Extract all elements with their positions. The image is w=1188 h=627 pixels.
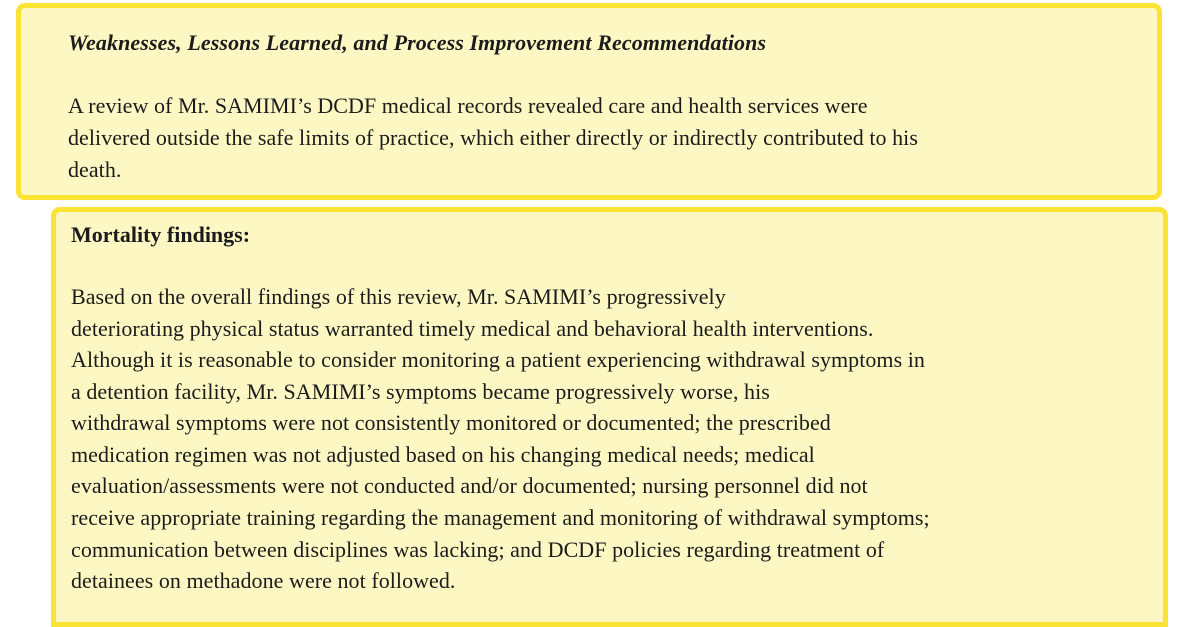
paragraph-line: medication regimen was not adjusted based on his changing medical needs; medical: [71, 442, 815, 467]
paragraph-line: evaluation/assessments were not conducted and/or documented; nursing personnel did not: [71, 473, 868, 498]
mortality-highlight-box: [51, 207, 1168, 627]
mortality-heading: Mortality findings:: [71, 222, 251, 247]
paragraph-line: receive appropriate training regarding the management and monitoring of withdrawal symptoms;: [71, 505, 930, 530]
weaknesses-heading: Weaknesses, Lessons Learned, and Process Improvement Recommendations: [68, 30, 767, 55]
paragraph-line: a detention facility, Mr. SAMIMI’s symptoms became progressively worse, his: [71, 379, 770, 404]
weaknesses-highlight-box: [16, 3, 1162, 200]
paragraph-line: Although it is reasonable to consider monitoring a patient experiencing withdrawal symptoms in: [71, 347, 925, 372]
paragraph-line: deteriorating physical status warranted timely medical and behavioral health interventions.: [71, 316, 874, 341]
paragraph-line: delivered outside the safe limits of practice, which either directly or indirectly contributed to his: [68, 125, 918, 150]
paragraph-line: A review of Mr. SAMIMI’s DCDF medical records revealed care and health services were: [68, 93, 868, 118]
paragraph-line: detainees on methadone were not followed.: [71, 568, 456, 593]
paragraph-line: communication between disciplines was lacking; and DCDF policies regarding treatment of: [71, 537, 885, 562]
paragraph-line: death.: [68, 157, 122, 182]
paragraph-line: withdrawal symptoms were not consistently monitored or documented; the prescribed: [71, 410, 831, 435]
paragraph-line: Based on the overall findings of this review, Mr. SAMIMI’s progressively: [71, 284, 726, 309]
